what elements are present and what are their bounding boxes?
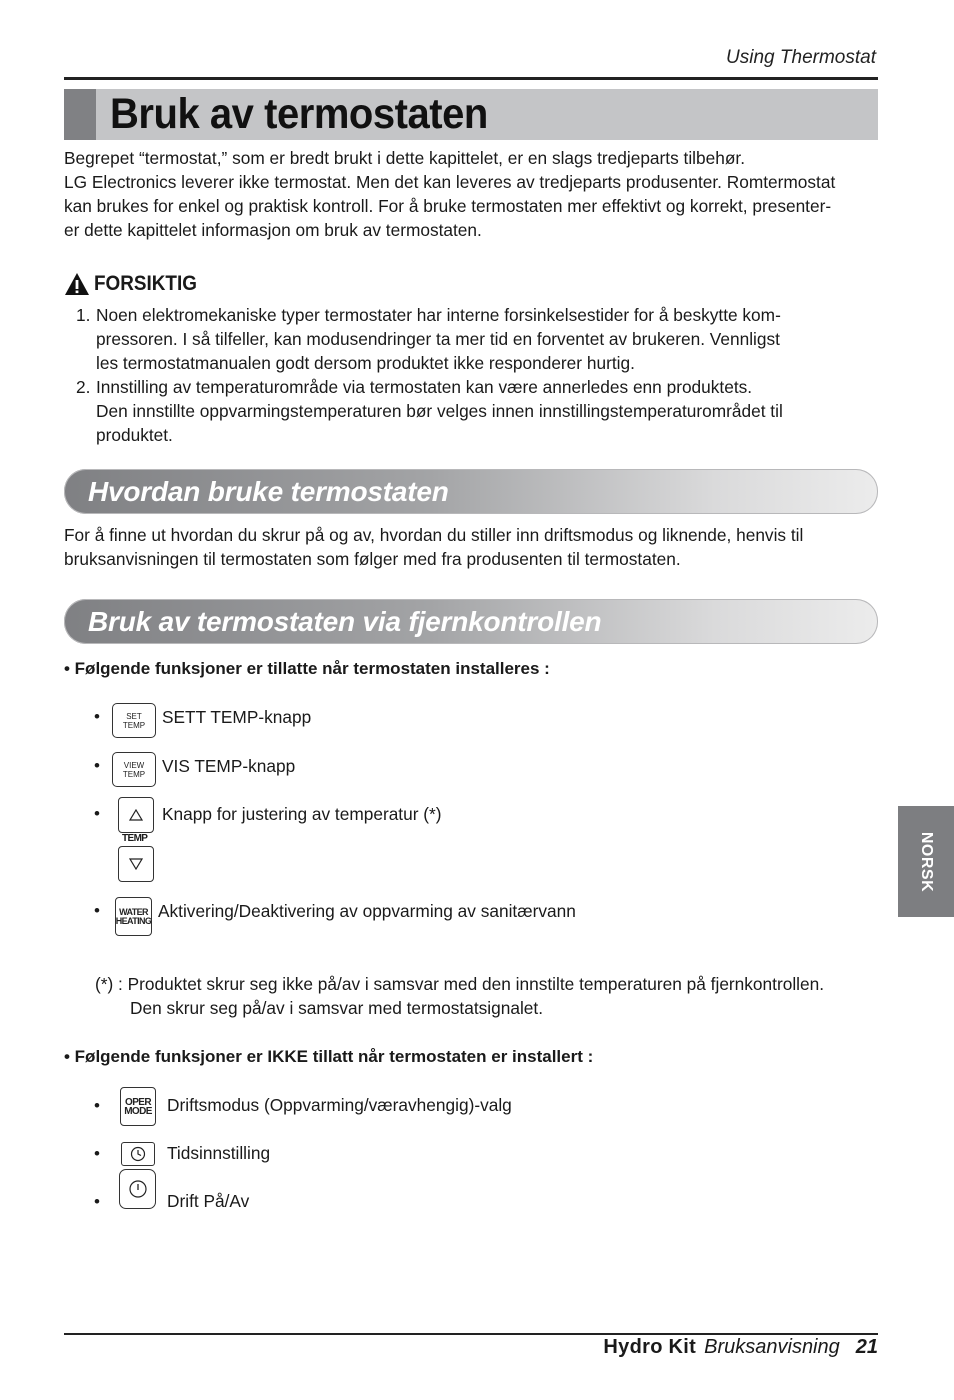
footer (603, 1336, 878, 1359)
section-title-how-to-use: Hvordan bruke termostaten (88, 476, 449, 507)
caution-item-number: 2. (76, 377, 91, 397)
caution-item (76, 375, 783, 399)
intro-line: kan brukes for enkel og praktisk kontroll. For å bruke termostaten mer effektivt og korrekt, presenter- (64, 196, 832, 216)
not-allowed-item-label: Drift På/Av (167, 1191, 250, 1211)
language-side-tab-text (898, 806, 954, 917)
not-allowed-functions-heading: • Følgende funksjoner er IKKE tillatt når termostaten er installert : (64, 1047, 594, 1066)
allowed-item-label: Aktivering/Deaktivering av oppvarming av sanitærvann (158, 901, 576, 921)
footnote (95, 972, 824, 1020)
not-allowed-item-label: Tidsinnstilling (167, 1143, 271, 1163)
page-number: 21 (855, 1336, 878, 1358)
allowed-item-label: VIS TEMP-knapp (162, 756, 296, 776)
footnote-line: (*) : Produktet skrur seg ikke på/av i samsvar med den innstilte temperaturen på fjernkontrollen. (95, 974, 825, 994)
timer-button-icon (121, 1142, 155, 1166)
header-rule (64, 77, 878, 80)
intro-line: er dette kapittelet informasjon om bruk av termostaten. (64, 220, 482, 240)
caution-heading (64, 270, 208, 298)
language-label: NORSK (918, 831, 935, 892)
water-heating-button-icon (115, 897, 152, 936)
icon-text: SET (126, 711, 142, 721)
temp-up-button-icon (118, 797, 154, 833)
running-header: Using Thermostat (726, 47, 876, 68)
bullet: • (94, 901, 100, 920)
caution-label: FORSIKTIG (94, 272, 197, 295)
section1-line: bruksanvisningen til termostaten som følger med fra produsenten til termostaten. (64, 549, 681, 569)
caution-list (76, 303, 783, 447)
section1-paragraph (64, 523, 884, 571)
warning-icon (64, 272, 90, 296)
caution-line: Noen elektromekaniske typer termostater har interne forsinkelsestider for å beskytte kom- (96, 305, 781, 325)
intro-paragraph (64, 146, 884, 242)
section-title-remote: Bruk av termostaten via fjernkontrollen (88, 606, 602, 637)
bullet: • (94, 1096, 100, 1115)
icon-text: VIEW (123, 760, 145, 770)
icon-text: WATER (119, 906, 148, 917)
title-accent-block (64, 89, 96, 140)
caution-item-number: 1. (76, 305, 91, 325)
icon-text: MODE (124, 1105, 152, 1117)
set-temp-button-icon (112, 703, 156, 738)
oper-mode-button-icon (120, 1087, 156, 1126)
intro-line: LG Electronics leverer ikke termostat. Men det kan leveres av tredjeparts produsenter. Romtermostat (64, 172, 836, 192)
power-button-icon (119, 1169, 156, 1209)
caution-line: pressoren. I så tilfeller, kan modusendringer ta mer tid en forventet av brukeren. Vennligst (96, 329, 780, 349)
icon-text: TEMP (122, 769, 146, 779)
icon-text: TEMP (122, 720, 146, 730)
bullet: • (94, 1192, 100, 1211)
view-temp-button-icon (112, 752, 156, 787)
page-title: Bruk av termostaten (110, 90, 488, 138)
footer-doc-title: Bruksanvisning (704, 1336, 840, 1358)
not-allowed-item-label: Driftsmodus (Oppvarming/væravhengig)-valg (167, 1095, 512, 1115)
footer-rule (64, 1333, 878, 1335)
bullet: • (94, 707, 100, 726)
footnote-line: Den skrur seg på/av i samsvar med termostatsignalet. (130, 998, 543, 1018)
allowed-item-label: SETT TEMP-knapp (162, 707, 312, 727)
temp-down-button-icon (118, 846, 154, 882)
bullet: • (94, 756, 100, 775)
caution-line: produktet. (96, 425, 173, 445)
caution-line: Den innstillte oppvarmingstemperaturen bør velges innen innstillingstemperaturområdet til (96, 401, 783, 421)
section1-line: For å finne ut hvordan du skrur på og av, hvordan du stiller inn driftsmodus og liknende, henvis til (64, 525, 804, 545)
temp-label: TEMP (122, 833, 148, 844)
caution-item (76, 303, 783, 327)
bullet: • (94, 1144, 100, 1163)
footer-brand: Hydro Kit (603, 1336, 697, 1358)
caution-line: Innstilling av temperaturområde via termostaten kan være annerledes enn produktets. (96, 377, 753, 397)
caution-line: les termostatmanualen godt dersom produktet ikke responderer hurtig. (96, 353, 635, 373)
intro-line: Begrepet “termostat,” som er bredt brukt i dette kapittelet, er en slags tredjeparts tilbehør. (64, 148, 746, 168)
allowed-functions-heading: • Følgende funksjoner er tillatte når termostaten installeres : (64, 659, 550, 678)
bullet: • (94, 804, 100, 823)
allowed-item-label: Knapp for justering av temperatur (*) (162, 804, 442, 824)
icon-text: OPER (125, 1096, 151, 1108)
icon-text: HEATING (115, 915, 152, 926)
